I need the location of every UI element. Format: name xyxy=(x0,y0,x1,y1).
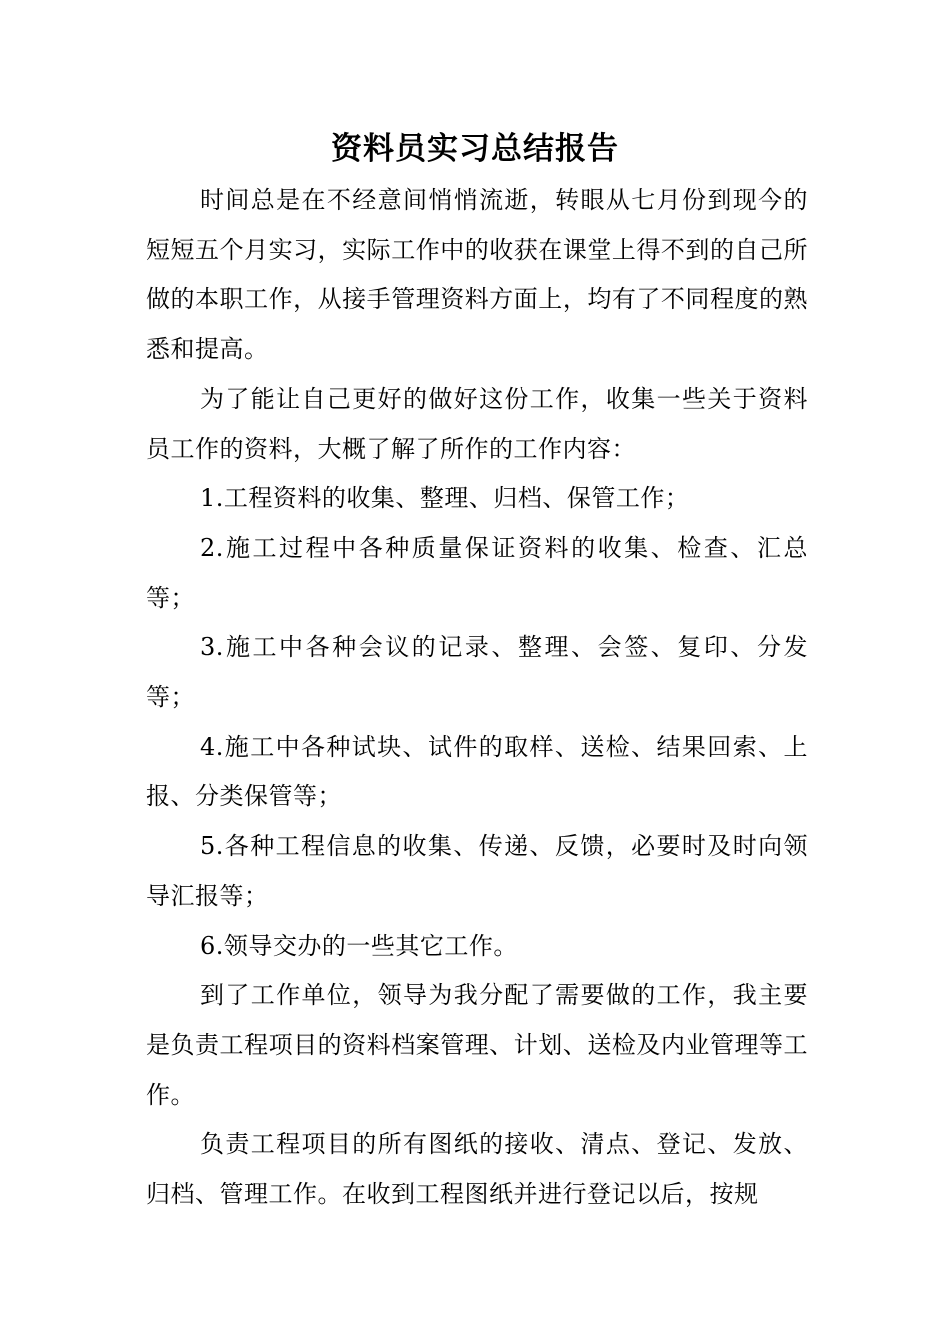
document-body xyxy=(146,176,808,1220)
list-item-2: 2.施工过程中各种质量保证资料的收集、检查、汇总等； xyxy=(146,533,808,612)
paragraph-work-overview: 为了能让自己更好的做好这份工作，收集一些关于资料员工作的资料，大概了解了所作的工作内容： xyxy=(146,384,808,463)
document-title: 资料员实习总结报告 xyxy=(331,131,619,167)
list-item-6: 6.领导交办的一些其它工作。 xyxy=(200,931,518,960)
paragraph-intro: 时间总是在不经意间悄悄流逝，转眼从七月份到现今的短短五个月实习，实际工作中的收获在课堂上得不到的自己所做的本职工作，从接手管理资料方面上，均有了不同程度的熟悉和提高。 xyxy=(146,186,808,364)
paragraph-drawings: 负责工程项目的所有图纸的接收、清点、登记、发放、归档、管理工作。在收到工程图纸并进行登记以后，按规 xyxy=(146,1130,808,1209)
list-item-1: 1.工程资料的收集、整理、归档、保管工作； xyxy=(200,484,690,513)
list-item-3: 3.施工中各种会议的记录、整理、会签、复印、分发等； xyxy=(146,633,808,712)
list-item-4: 4.施工中各种试块、试件的取样、送检、结果回索、上报、分类保管等； xyxy=(146,732,808,811)
list-item-5: 5.各种工程信息的收集、传递、反馈，必要时及时向领导汇报等； xyxy=(146,832,808,910)
paragraph-assignment: 到了工作单位，领导为我分配了需要做的工作，我主要是负责工程项目的资料档案管理、计划、送检及内业管理等工作。 xyxy=(146,981,808,1109)
